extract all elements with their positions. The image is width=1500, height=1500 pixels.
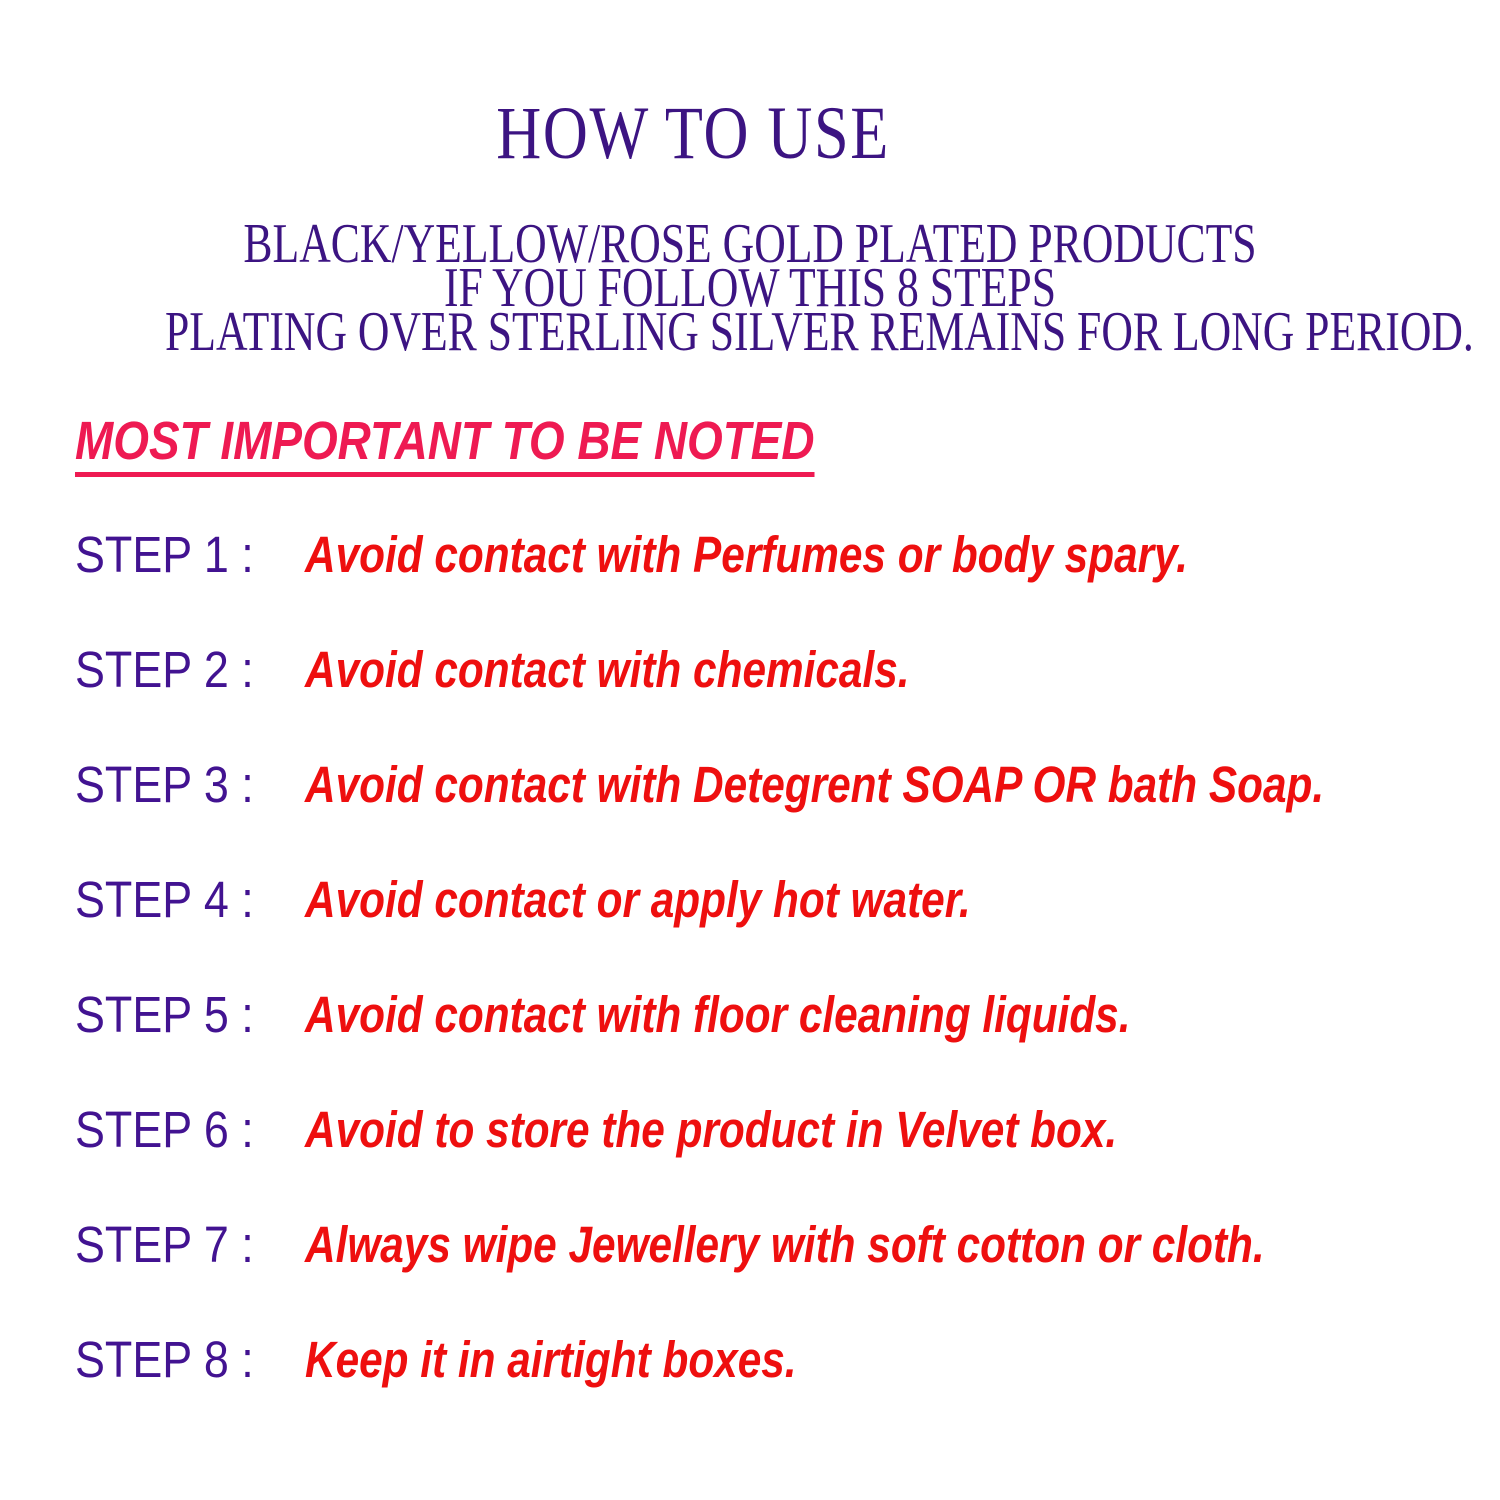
subtitle-line-products: BLACK/YELLOW/ROSE GOLD PLATED PRODUCTS <box>243 213 1257 275</box>
step-text: Keep it in airtight boxes. <box>305 1331 797 1388</box>
subtitle-block <box>0 213 1500 363</box>
step-label: STEP 8 : <box>75 1331 254 1388</box>
step-row <box>75 1102 1500 1158</box>
step-row <box>75 872 1500 928</box>
subtitle-line-follow-steps: IF YOU FOLLOW THIS 8 STEPS <box>443 257 1056 319</box>
subtitle-line-plating: PLATING OVER STERLING SILVER REMAINS FOR LONG PERIOD. <box>165 301 1474 363</box>
important-notice: MOST IMPORTANT TO BE NOTED <box>75 414 815 477</box>
step-label: STEP 2 : <box>75 641 254 698</box>
page-header <box>0 92 1443 175</box>
step-label: STEP 7 : <box>75 1216 254 1273</box>
step-row <box>75 1332 1500 1388</box>
steps-list <box>75 527 1500 1447</box>
step-label: STEP 4 : <box>75 871 254 928</box>
step-text: Always wipe Jewellery with soft cotton or cloth. <box>305 1216 1265 1273</box>
step-row <box>75 527 1500 583</box>
step-row <box>75 642 1500 698</box>
page-title: HOW TO USE <box>496 92 890 175</box>
step-text: Avoid contact with Perfumes or body spary. <box>305 526 1188 583</box>
step-text: Avoid contact with Detegrent SOAP OR bath Soap. <box>305 756 1325 813</box>
step-text: Avoid contact or apply hot water. <box>305 871 971 928</box>
step-label: STEP 5 : <box>75 986 254 1043</box>
step-row <box>75 987 1500 1043</box>
step-label: STEP 3 : <box>75 756 254 813</box>
step-text: Avoid contact with chemicals. <box>305 641 910 698</box>
step-text: Avoid to store the product in Velvet box. <box>305 1101 1118 1158</box>
step-label: STEP 6 : <box>75 1101 254 1158</box>
step-text: Avoid contact with floor cleaning liquids. <box>305 986 1131 1043</box>
step-row <box>75 757 1500 813</box>
important-notice-wrap <box>75 411 945 477</box>
step-label: STEP 1 : <box>75 526 254 583</box>
step-row <box>75 1217 1500 1273</box>
